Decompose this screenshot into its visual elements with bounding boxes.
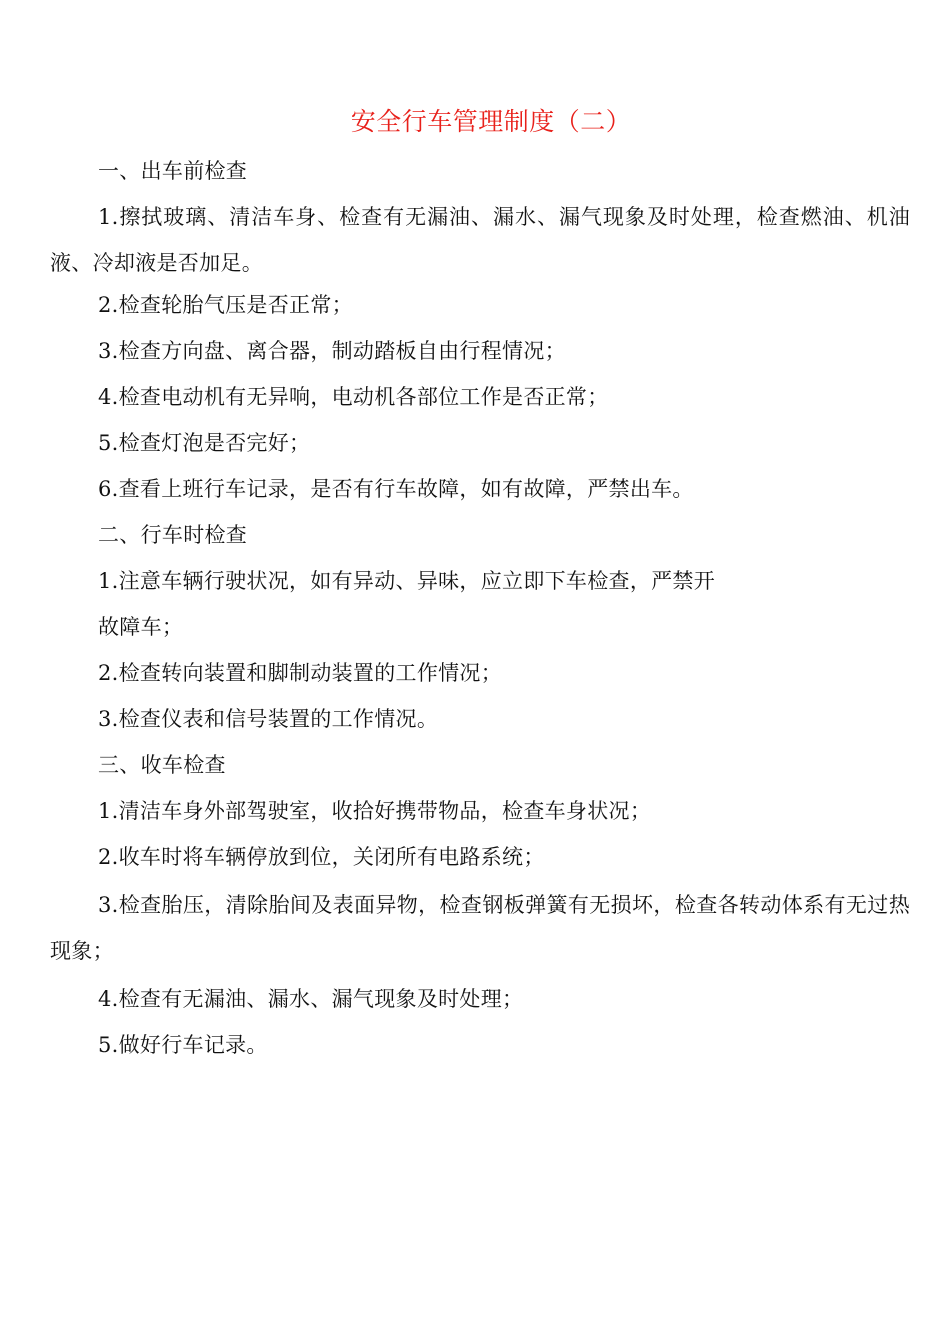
section-3-item-4: 4.检查有无漏油、漏水、漏气现象及时处理； — [98, 987, 524, 1011]
document-title: 安全行车管理制度（二） — [350, 107, 632, 136]
section-heading-2: 二、行车时检查 — [98, 523, 248, 547]
section-1-item-3: 3.检查方向盘、离合器，制动踏板自由行程情况； — [98, 339, 566, 363]
section-2-item-2: 2.检查转向装置和脚制动装置的工作情况； — [98, 661, 503, 685]
section-3-item-2: 2.收车时将车辆停放到位，关闭所有电路系统； — [98, 845, 545, 869]
section-1-item-2: 2.检查轮胎气压是否正常； — [98, 293, 353, 317]
section-2-item-1: 1.注意车辆行驶状况，如有异动、异味，应立即下车检查，严禁开 — [98, 569, 716, 593]
section-3-item-1: 1.清洁车身外部驾驶室，收拾好携带物品，检查车身状况； — [98, 799, 652, 823]
section-2-item-1-continued: 故障车； — [98, 615, 184, 639]
section-3-item-3: 3.检查胎压，清除胎间及表面异物，检查钢板弹簧有无损坏，检查各转动体系有无过热现象； — [50, 893, 910, 963]
section-2-item-3: 3.检查仪表和信号装置的工作情况。 — [98, 707, 439, 731]
section-1-item-5: 5.检查灯泡是否完好； — [98, 431, 311, 455]
section-1-item-1: 1.擦拭玻璃、清洁车身、检查有无漏油、漏水、漏气现象及时处理，检查燃油、机油液、冷却液是否加足。 — [50, 205, 910, 275]
section-heading-3: 三、收车检查 — [98, 753, 226, 777]
section-3-item-5: 5.做好行车记录。 — [98, 1033, 268, 1057]
section-1-item-6: 6.查看上班行车记录，是否有行车故障，如有故障，严禁出车。 — [98, 477, 694, 501]
section-heading-1: 一、出车前检查 — [98, 159, 248, 183]
section-1-item-4: 4.检查电动机有无异响，电动机各部位工作是否正常； — [98, 385, 609, 409]
